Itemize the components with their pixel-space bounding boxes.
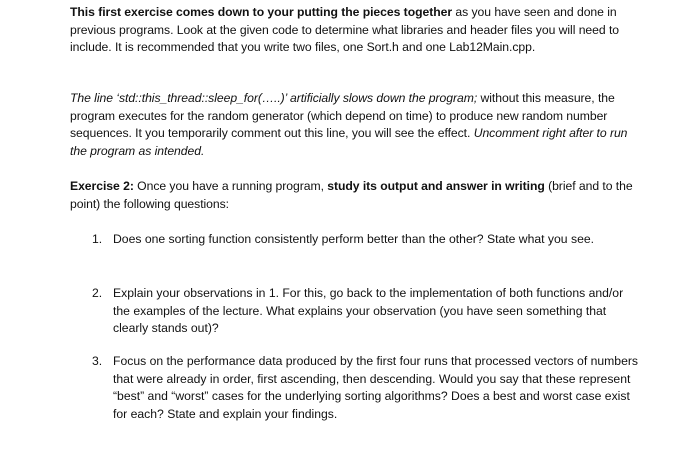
exercise2-text2: (brief and to the point) the following questions: — [70, 179, 633, 211]
note-middle: without this measure, the program executes for the random generator (which depend on time) to produce new random number sequences. It you temporarily comment out this line, you will see the effect. — [70, 91, 615, 140]
question-text: Does one sorting function consistently perform better than the other? State what you see. — [113, 232, 595, 246]
intro-paragraph — [70, 4, 638, 57]
exercise2-paragraph — [70, 178, 638, 213]
question-text: Focus on the performance data produced by the first four runs that processed vectors of numbers that were already in order, first ascending, then descending. Would you say that these represent “best” and “worst” cases for the underlying sorting algorithms? Does a best and worst case exist for each? State and explain your findings. — [113, 354, 639, 421]
question-number: 2. — [92, 286, 103, 300]
intro-lead-bold: This first exercise comes down to your putting the pieces together — [70, 5, 453, 19]
question-item-3 — [92, 353, 638, 423]
note-italic-start: The line ‘std::this_thread::sleep_for(…..)’ artificially slows down the program; — [70, 91, 478, 105]
note-italic-end: Uncomment right after to run the program as intended. — [70, 126, 628, 158]
question-item-1 — [92, 231, 638, 249]
exercise2-text1: Once you have a running program, — [133, 179, 328, 193]
question-item-2 — [92, 285, 638, 338]
question-number: 1. — [92, 232, 103, 246]
note-paragraph — [70, 90, 638, 160]
exercise2-label: Exercise 2: — [70, 179, 134, 193]
intro-rest: as you have seen and done in previous programs. Look at the given code to determine what libraries and header files you will need to include. It is recommended that you write two files, one Sort.h and one Lab12Main.cpp. — [70, 5, 620, 54]
exercise2-bold-mid: study its output and answer in writing — [327, 179, 545, 193]
question-number: 3. — [92, 354, 103, 368]
question-text: Explain your observations in 1. For this, go back to the implementation of both functions and/or the examples of the lecture. What explains your observation (you have seen something that clearly stands out)? — [113, 286, 624, 335]
